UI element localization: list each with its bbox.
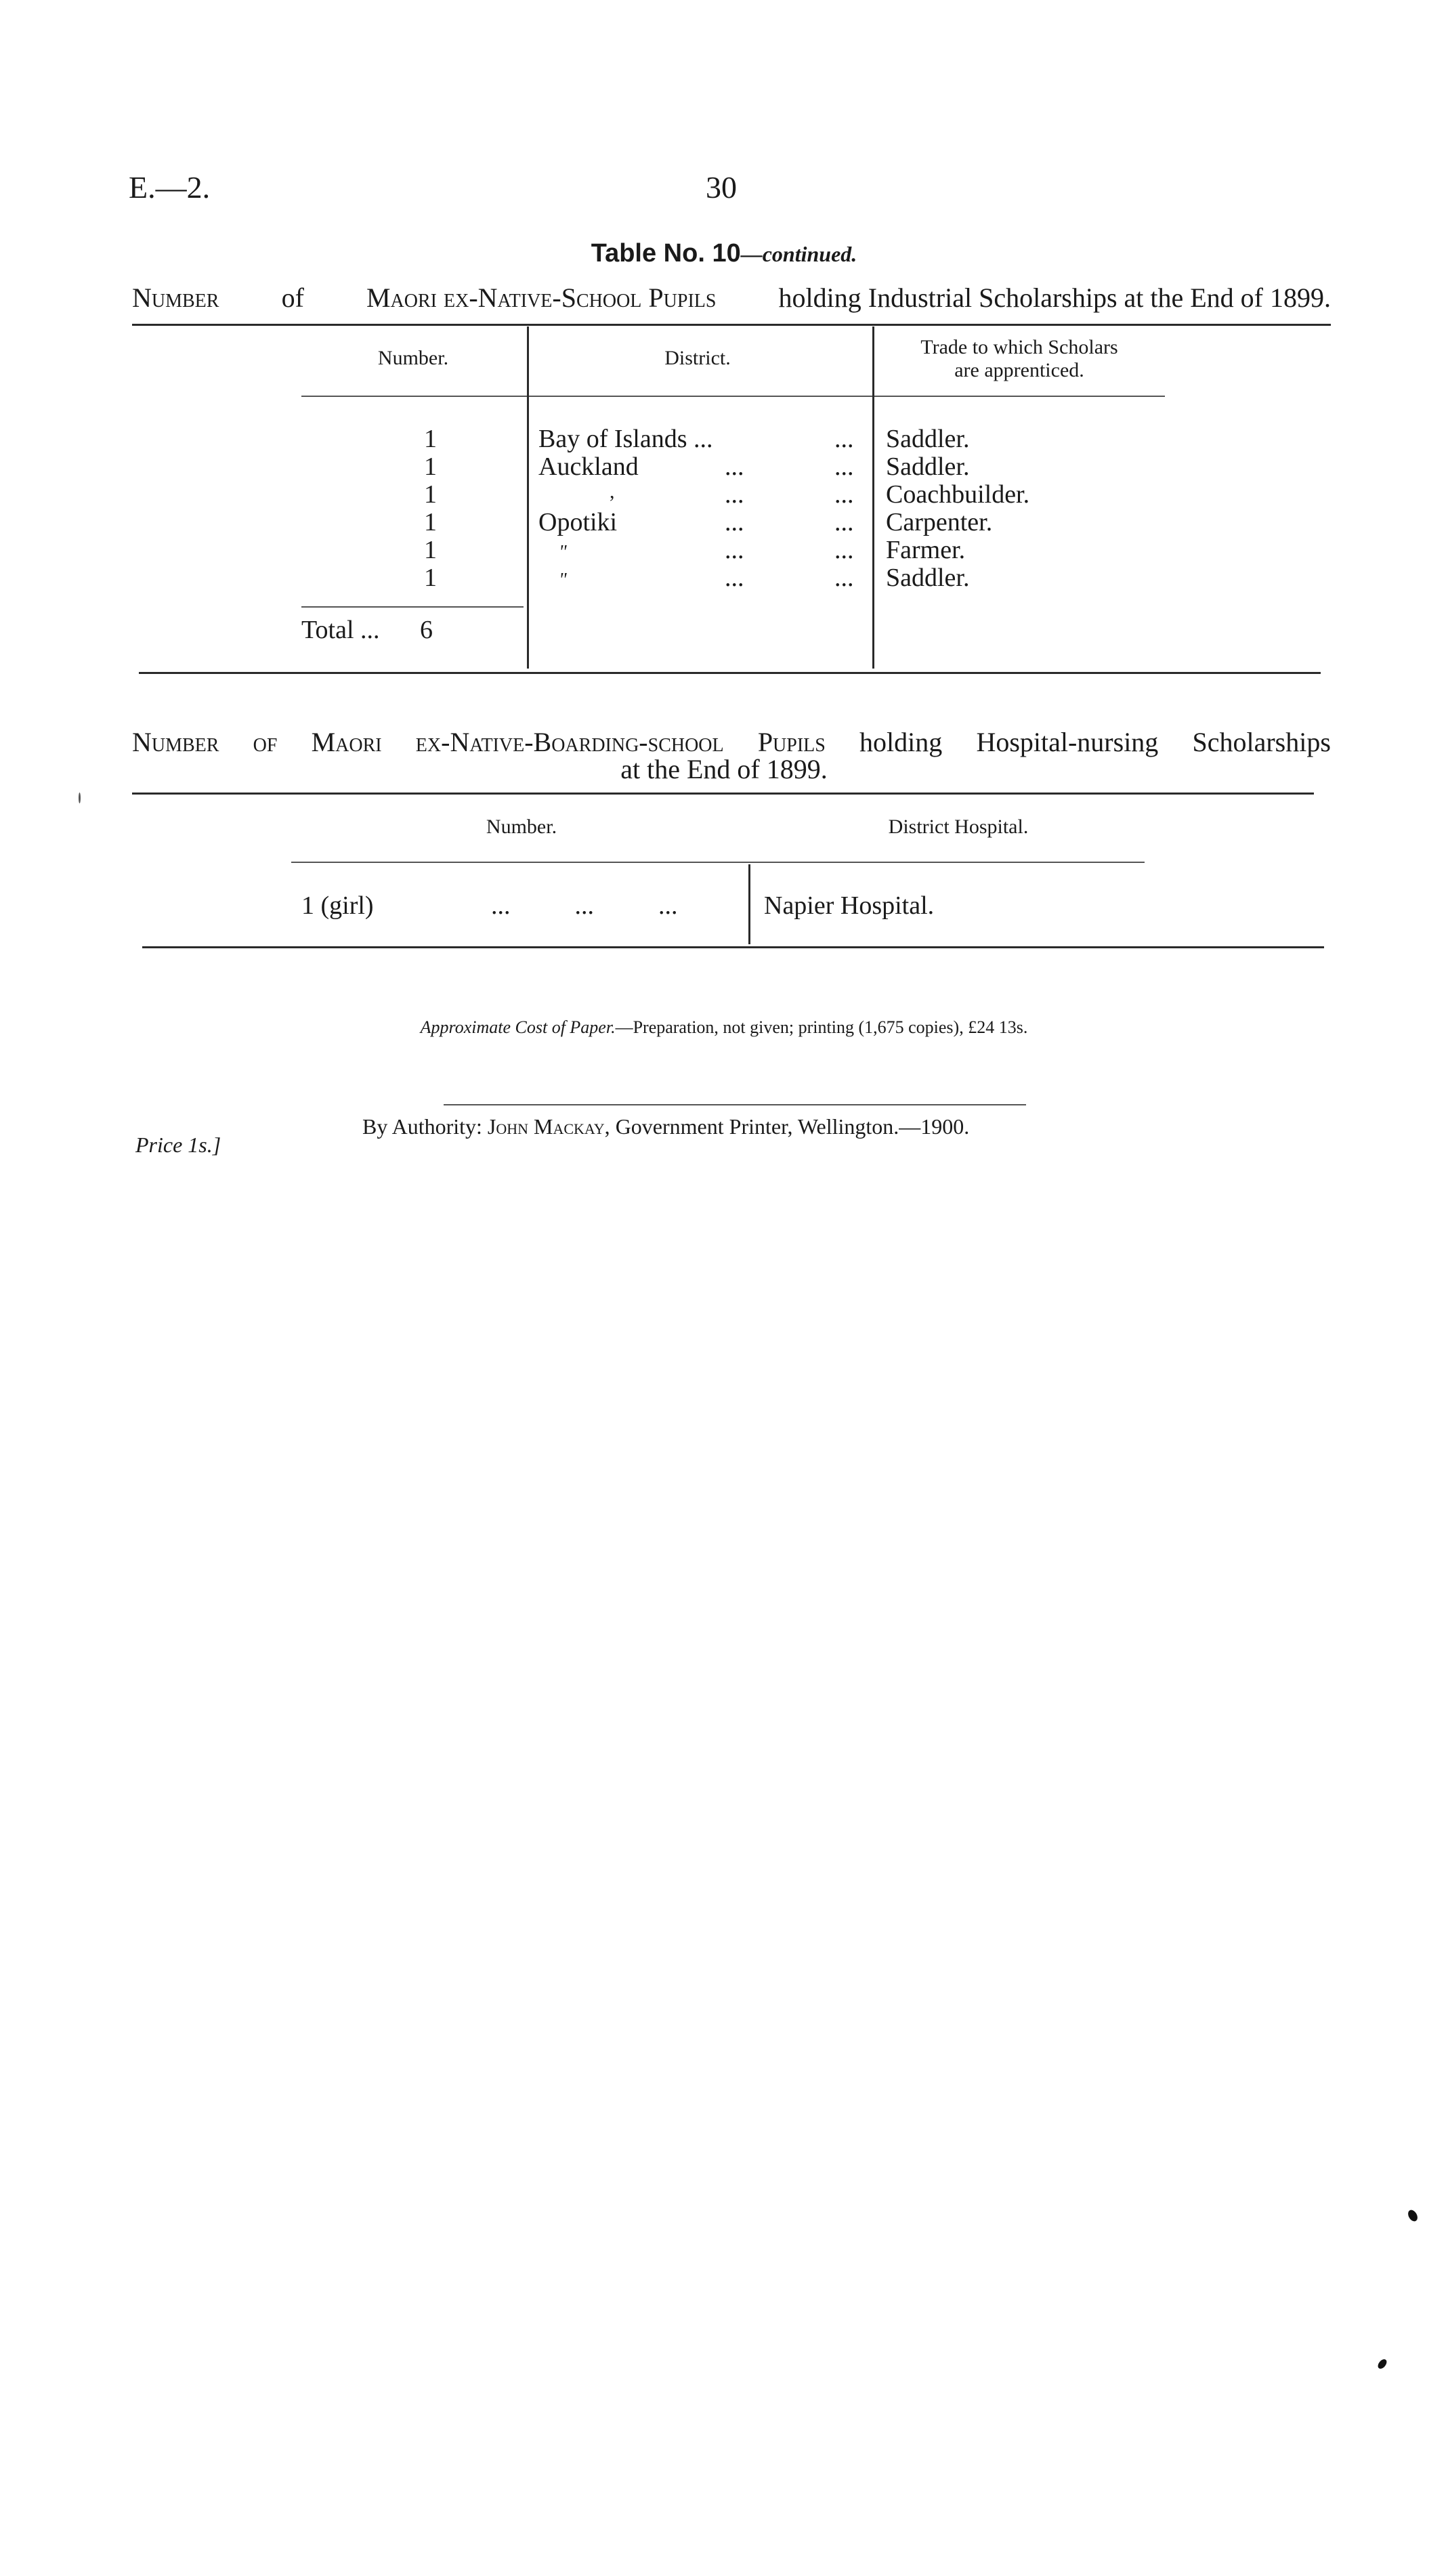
table-title bbox=[0, 238, 1448, 268]
row-district: " bbox=[559, 570, 567, 591]
table-title-main: Table No. 10 bbox=[591, 239, 741, 268]
table1-col-divider-1 bbox=[527, 326, 529, 669]
row-trade: Saddler. bbox=[886, 564, 970, 592]
table-title-suffix: —continued. bbox=[740, 242, 857, 266]
t2-word: Scholarships bbox=[1192, 727, 1331, 757]
row-hospital: Napier Hospital. bbox=[764, 891, 935, 920]
t2-word: of bbox=[253, 727, 278, 757]
cost-text: —Preparation, not given; printing (1,675 copies), £24 13s. bbox=[615, 1017, 1028, 1037]
subtitle-rest: holding Industrial Scholarships at the End of 1899. bbox=[778, 282, 1331, 313]
document-ref: E.—2. bbox=[129, 170, 211, 205]
col-header-trade-line1: Trade to which Scholars bbox=[920, 336, 1118, 358]
row-dots: ... bbox=[834, 452, 854, 481]
price: Price 1s.] bbox=[135, 1133, 221, 1157]
t2-col-header-number: Number. bbox=[486, 816, 557, 838]
row-district: Bay of Islands ... bbox=[538, 425, 713, 453]
row-number: 1 bbox=[424, 536, 437, 564]
row-dots: ... ... ... bbox=[491, 891, 678, 920]
table1-top-rule bbox=[132, 324, 1331, 326]
scan-speck bbox=[79, 793, 81, 803]
row-number: 1 bbox=[424, 564, 437, 592]
row-number: 1 bbox=[424, 425, 437, 453]
row-trade: Saddler. bbox=[886, 425, 970, 453]
row-number: 1 bbox=[424, 452, 437, 481]
imprint bbox=[362, 1114, 969, 1139]
t2-word: ex-Native-Boarding-school bbox=[415, 727, 724, 757]
row-district: Opotiki bbox=[538, 508, 618, 536]
scan-speck bbox=[1376, 2358, 1388, 2371]
cost-label: Approximate Cost of Paper. bbox=[420, 1017, 616, 1037]
row-district: Auckland bbox=[538, 452, 639, 481]
cost-note bbox=[0, 1017, 1448, 1038]
t2-col-header-hospital: District Hospital. bbox=[888, 816, 1029, 838]
scan-speck bbox=[1406, 2208, 1419, 2223]
col-header-trade bbox=[874, 336, 1165, 382]
row-dots: ... bbox=[834, 536, 854, 564]
col-header-trade-line2: are apprenticed. bbox=[954, 359, 1084, 381]
table1-bottom-rule bbox=[139, 672, 1321, 674]
t2-word: Pupils bbox=[757, 727, 826, 757]
table1-header-rule bbox=[301, 396, 1165, 397]
row-number: 1 bbox=[424, 508, 437, 536]
row-mid-dots: ... bbox=[725, 508, 744, 536]
table2-title-line2: at the End of 1899. bbox=[620, 754, 828, 784]
total-value: 6 bbox=[420, 616, 433, 644]
row-dots: ... bbox=[834, 425, 854, 453]
table2-col-divider bbox=[748, 864, 750, 944]
subtitle-group: Maori ex-Native-School Pupils bbox=[366, 282, 717, 313]
t2-word: holding bbox=[859, 727, 943, 757]
t2-word: Maori bbox=[311, 727, 382, 757]
imprint-name: John Mackay, bbox=[487, 1114, 610, 1139]
imprint-prefix: By Authority: bbox=[362, 1114, 482, 1139]
row-trade: Carpenter. bbox=[886, 508, 993, 536]
row-number: 1 (girl) bbox=[301, 891, 374, 920]
row-district: , bbox=[610, 480, 615, 503]
table2-header-rule bbox=[291, 862, 1145, 863]
row-trade: Saddler. bbox=[886, 452, 970, 481]
col-header-number: Number. bbox=[377, 347, 449, 369]
row-dots: ... bbox=[834, 508, 854, 536]
row-number: 1 bbox=[424, 480, 437, 509]
total-label: Total ... bbox=[301, 616, 380, 644]
page-number: 30 bbox=[706, 170, 737, 205]
row-mid-dots: ... bbox=[725, 536, 744, 564]
t2-word: Hospital-nursing bbox=[976, 727, 1159, 757]
row-trade: Coachbuilder. bbox=[886, 480, 1030, 509]
row-trade: Farmer. bbox=[886, 536, 966, 564]
row-district: " bbox=[559, 542, 567, 563]
table2-top-rule bbox=[132, 793, 1314, 795]
imprint-suffix: Government Printer, Wellington.—1900. bbox=[615, 1114, 970, 1139]
t2-word: Number bbox=[132, 727, 219, 757]
col-header-district: District. bbox=[664, 347, 731, 369]
row-dots: ... bbox=[834, 480, 854, 509]
table1-subtitle bbox=[132, 282, 1331, 314]
row-dots: ... bbox=[834, 564, 854, 592]
row-mid-dots: ... bbox=[725, 452, 744, 481]
table1-total-rule bbox=[301, 606, 524, 608]
subtitle-word-of: of bbox=[281, 282, 304, 313]
table2-bottom-rule bbox=[142, 946, 1324, 948]
imprint-rule bbox=[444, 1104, 1026, 1105]
row-mid-dots: ... bbox=[725, 564, 744, 592]
row-mid-dots: ... bbox=[725, 480, 744, 509]
subtitle-word-number: Number bbox=[132, 282, 219, 313]
